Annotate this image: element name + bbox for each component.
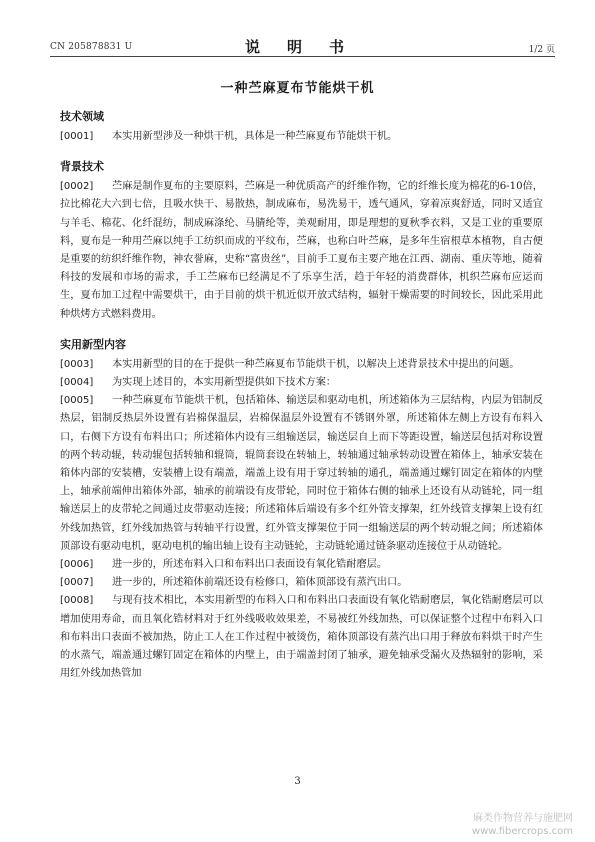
page-number: 3 xyxy=(294,776,301,787)
paragraph xyxy=(60,128,543,146)
site-watermark xyxy=(472,812,573,838)
document-title: 一种苎麻夏布节能烘干机 xyxy=(220,81,375,96)
patent-number: CN 205878831 U xyxy=(50,42,133,52)
section-summary xyxy=(60,336,543,684)
paragraph-text: 与现有技术相比，本实用新型的布料入口和布料出口表面设有氧化锆耐磨层，氧化锆耐磨层可以增加使用寿命，而且氧化锆材料对于红外线吸收效果差，不易被红外线加热，可以保证整个过程中布料入口和布料出口表面不被加热，防止工人在工作过程中被烫伤，箱体顶部设有蒸汽出口用于释放布料烘干时产生的水蒸气，端盖通过螺钉固定在箱体的内壁上，由于端盖封闭了轴承，避免轴承受漏火及热辐射的影响，采用红外线加热管加 xyxy=(60,595,543,680)
paragraph-number: [0003] xyxy=(60,358,94,370)
paragraph-text: 本实用新型的目的在于提供一种苎麻夏布节能烘干机，以解决上述背景技术中提出的问题。 xyxy=(112,358,520,370)
section-heading: 技术领域 xyxy=(60,110,104,123)
paragraph-number: [0002] xyxy=(60,181,94,193)
section-background xyxy=(60,158,543,324)
header-divider xyxy=(50,56,555,57)
paragraph xyxy=(60,392,543,556)
paragraph-number: [0008] xyxy=(60,595,94,607)
paragraph-number: [0006] xyxy=(60,559,94,571)
section-technical-field xyxy=(60,108,543,146)
paragraph xyxy=(60,178,543,324)
watermark-url: www.fibercrops.com xyxy=(471,826,573,837)
paragraph xyxy=(60,574,543,592)
paragraph-text: 进一步的，所述布料入口和布料出口表面设有氧化锆耐磨层。 xyxy=(112,559,388,571)
paragraph-number: [0005] xyxy=(60,395,94,407)
paragraph-text: 苎麻是制作夏布的主要原料，苎麻是一种优质高产的纤维作物，它的纤维长度为棉花的6-10倍，拉比棉花大六到七倍，且吸水快干、易散热，制成麻布，易洗易干，透气通风，穿着凉爽舒适，同时又适宜与羊毛、棉花、化纤混纺，制成麻涤纶、马腈纶等，美观耐用，即是理想的夏秋季衣料，又是工业的重要原料，夏布是一种用苎麻以纯手工纺织而成的平纹布，苎麻，也称白叶苎麻，是多年生宿根草本植物，自古便是重要的纺织纤维作物，神农誉麻，史称“富贵丝”，目前手工夏布主要产地在江西、湖南、重庆等地，随着科技的发展和市场的需求，手工苎麻布已经满足不了乐享生活，趋于年轻的消费群体，机织苎麻布应运而生，夏布加工过程中需要烘干，由于目前的烘干机近似开放式结构，辐射干燥需要的时间较长，因此采用此种烘烤方式燃料费用。 xyxy=(60,181,543,320)
paragraph-text: 进一步的，所述箱体前端还设有检修口，箱体顶部设有蒸汽出口。 xyxy=(112,577,408,589)
paragraph-text: 为实现上述目的，本实用新型提供如下技术方案： xyxy=(112,377,337,389)
header-title: 说 明 书 xyxy=(244,38,350,56)
section-heading: 实用新型内容 xyxy=(60,337,126,351)
paragraph-text: 一种苎麻夏布节能烘干机，包括箱体、输送层和驱动电机，所述箱体为三层结构，内层为铝制反热层，铝制反热层外设置有岩棉保温层，岩棉保温层外设置有不锈钢外罩，所述箱体左侧上方设有布料入口，右侧下方设有布料出口；所述箱体内设有三组输送层，输送层自上而下等距设置，输送层包括对称设置的两个转动辊，转动辊包括转轴和辊筒，辊筒套设在转轴上，转轴通过轴承转动设置在箱体上，轴承安装在箱体内部的安装槽，安装槽上设有端盖，端盖上设有用于穿过转轴的通孔，端盖通过螺钉固定在箱体的内壁上，轴承前端伸出箱体外部，轴承的前端设有皮带轮，同时位于箱体右侧的轴承上还设有从动链轮，同一组输送层上的皮带轮之间通过皮带驱动连接；所述箱体后端设有多个红外管支撑架，红外线管支撑架上设有红外线加热管，红外线加热管与转轴平行设置，红外管支撑架位于同一组输送层的两个转动辊之间；所述箱体顶部设有驱动电机，驱动电机的输出轴上设有主动链轮，主动链轮通过链条驱动连接位于从动链轮。 xyxy=(60,395,543,552)
section-heading: 背景技术 xyxy=(60,160,104,174)
paragraph-number: [0001] xyxy=(60,131,94,142)
paragraph xyxy=(60,556,543,574)
paragraph-number: [0004] xyxy=(60,377,94,389)
paragraph-number: [0007] xyxy=(60,577,94,589)
paragraph xyxy=(60,592,543,683)
watermark-line: 麻类作物营养与施肥网 xyxy=(473,813,573,824)
paragraph xyxy=(60,374,543,392)
page-indicator: 1/2 页 xyxy=(528,45,555,55)
paragraph xyxy=(60,356,543,374)
document-body xyxy=(60,102,543,683)
paragraph-text: 本实用新型涉及一种烘干机，具体是一种苎麻夏布节能烘干机。 xyxy=(112,131,398,142)
